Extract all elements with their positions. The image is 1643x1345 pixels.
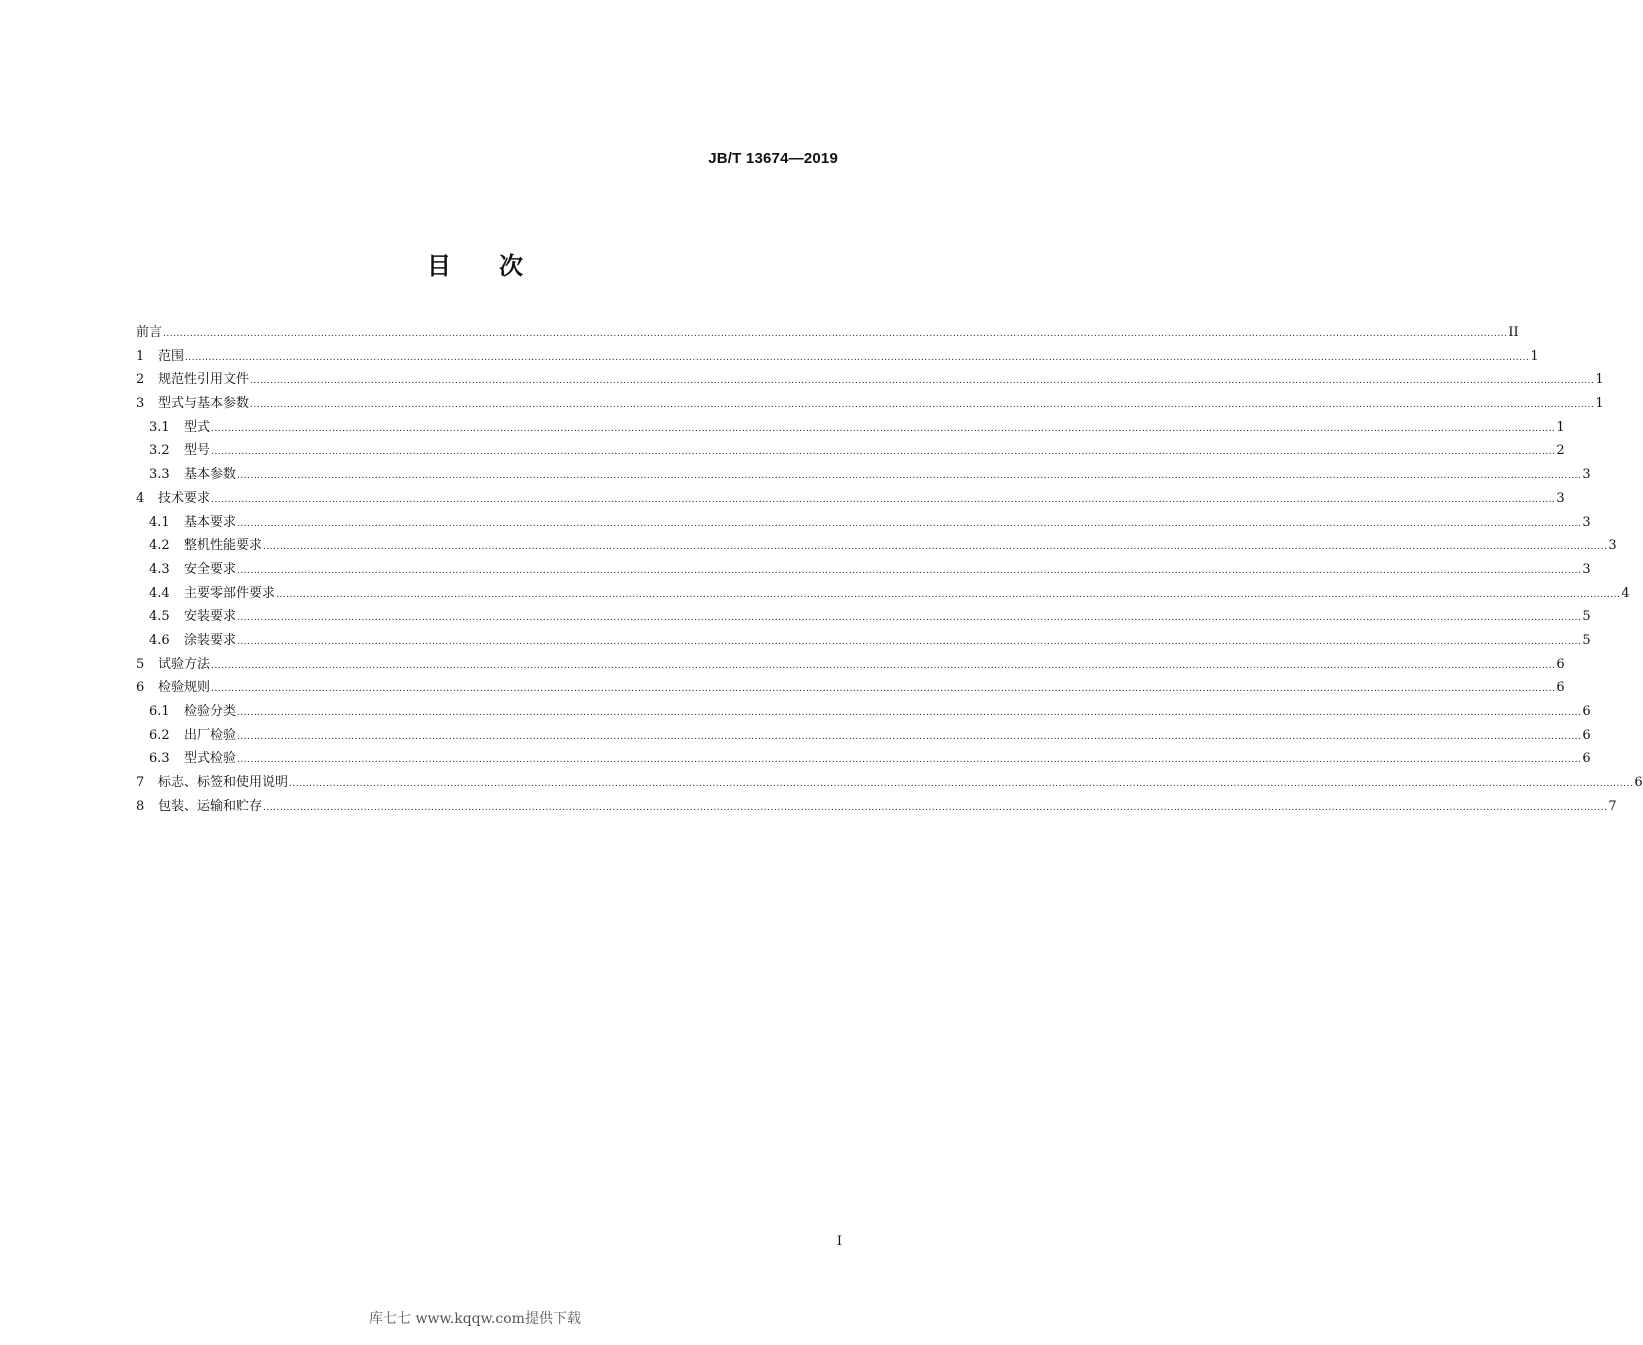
toc-entry[interactable]: [136, 771, 1643, 795]
toc-entry-label: 安全要求: [184, 561, 237, 577]
toc-dot-leader: ................................................................................................................................................................................................................................................................................................................................................................................................................: [263, 542, 1608, 553]
toc-entry-page: 3: [1582, 467, 1591, 483]
toc-entry-number: 4.4: [149, 585, 170, 601]
toc-dot-leader: ................................................................................................................................................................................................................................................................................................................................................................................................................: [237, 731, 1582, 742]
toc-entry-label: 整机性能要求: [184, 538, 263, 554]
toc-dot-leader: ................................................................................................................................................................................................................................................................................................................................................................................................................: [237, 636, 1582, 647]
toc-entry-page: 7: [1608, 798, 1617, 814]
toc-entry-number: 2: [136, 372, 145, 388]
toc-entry-label: 前言: [136, 325, 163, 340]
toc-entry-page: 3: [1556, 490, 1565, 506]
toc-entry-label: 安装要求: [184, 609, 237, 625]
toc-entry-number: 4.2: [149, 538, 170, 554]
toc-entry-number: 6.1: [149, 704, 170, 719]
toc-dot-leader: ................................................................................................................................................................................................................................................................................................................................................................................................................: [289, 779, 1634, 790]
toc-entry-page: 1: [1595, 372, 1604, 388]
toc-dot-leader: ................................................................................................................................................................................................................................................................................................................................................................................................................: [237, 755, 1582, 766]
toc-entry-number: 1: [136, 348, 145, 364]
toc-entry-number: 4: [136, 490, 145, 506]
toc-dot-leader: ................................................................................................................................................................................................................................................................................................................................................................................................................: [237, 708, 1582, 718]
toc-entry-number: 3: [136, 396, 145, 412]
toc-dot-leader: ................................................................................................................................................................................................................................................................................................................................................................................................................: [250, 400, 1595, 411]
toc-dot-leader: ................................................................................................................................................................................................................................................................................................................................................................................................................: [163, 329, 1508, 339]
toc-entry[interactable]: [136, 558, 1591, 582]
toc-dot-leader: ................................................................................................................................................................................................................................................................................................................................................................................................................: [211, 660, 1556, 671]
toc-entry-page: 6: [1582, 727, 1591, 743]
toc-entry[interactable]: [136, 582, 1630, 606]
toc-entry-label: 型式检验: [184, 751, 237, 767]
toc-entry-label: 规范性引用文件: [158, 372, 250, 388]
toc-entry-label: 标志、标签和使用说明: [158, 775, 289, 791]
toc-entry[interactable]: [136, 605, 1591, 629]
toc-entry-number: 6.3: [149, 751, 170, 767]
toc-entry-page: 3: [1582, 514, 1591, 530]
toc-entry-page: 4: [1621, 585, 1630, 601]
toc-entry[interactable]: [136, 511, 1591, 535]
toc-entry[interactable]: [136, 795, 1617, 819]
standard-code: JB/T 13674—2019: [708, 150, 838, 167]
toc-entry[interactable]: [136, 724, 1591, 748]
toc-entry[interactable]: [136, 463, 1591, 487]
toc-entry-label: 包装、运输和贮存: [158, 798, 263, 814]
toc-dot-leader: ................................................................................................................................................................................................................................................................................................................................................................................................................: [250, 376, 1595, 387]
toc-entry-page: 1: [1556, 419, 1565, 435]
toc-dot-leader: ................................................................................................................................................................................................................................................................................................................................................................................................................: [185, 352, 1530, 363]
toc-entry-number: 5: [136, 656, 145, 672]
toc-entry-number: 4.3: [149, 561, 170, 577]
toc-entry[interactable]: [136, 700, 1591, 724]
toc-entry[interactable]: [136, 345, 1539, 369]
toc-entry-page: 1: [1595, 396, 1604, 412]
toc-entry-page: 6: [1556, 656, 1565, 672]
toc-entry-number: 6: [136, 680, 145, 696]
toc-dot-leader: ................................................................................................................................................................................................................................................................................................................................................................................................................: [237, 518, 1582, 529]
toc-entry[interactable]: [136, 392, 1604, 416]
toc-entry-label: 涂装要求: [184, 632, 237, 648]
toc-entry[interactable]: [136, 747, 1591, 771]
toc-entry-label: 检验规则: [158, 680, 211, 696]
table-of-contents: [136, 321, 1643, 818]
toc-dot-leader: ................................................................................................................................................................................................................................................................................................................................................................................................................: [237, 471, 1582, 482]
toc-entry-label: 检验分类: [184, 704, 237, 719]
toc-entry[interactable]: [136, 439, 1565, 463]
toc-entry-page: 2: [1556, 443, 1565, 459]
toc-dot-leader: ................................................................................................................................................................................................................................................................................................................................................................................................................: [211, 684, 1556, 695]
toc-entry-label: 出厂检验: [184, 727, 237, 743]
toc-dot-leader: ................................................................................................................................................................................................................................................................................................................................................................................................................: [211, 494, 1556, 505]
toc-entry-number: 4.1: [149, 514, 170, 530]
toc-entry[interactable]: [136, 368, 1604, 392]
toc-entry[interactable]: [136, 653, 1565, 677]
toc-entry-label: 型式: [184, 419, 211, 435]
toc-entry-label: 试验方法: [158, 656, 211, 672]
toc-dot-leader: ................................................................................................................................................................................................................................................................................................................................................................................................................: [237, 565, 1582, 576]
toc-dot-leader: ................................................................................................................................................................................................................................................................................................................................................................................................................: [263, 802, 1608, 813]
toc-entry[interactable]: [136, 534, 1617, 558]
toc-entry-number: 4.5: [149, 609, 170, 625]
toc-title-left: 目: [427, 252, 451, 280]
toc-entry-page: 5: [1582, 609, 1591, 625]
toc-entry-page: 3: [1582, 561, 1591, 577]
toc-entry-number: 4.6: [149, 632, 170, 648]
toc-entry-number: 7: [136, 775, 145, 791]
toc-entry-label: 型式与基本参数: [158, 396, 250, 412]
toc-entry-page: 6: [1582, 751, 1591, 767]
toc-title: [0, 246, 950, 281]
toc-entry-label: 型号: [184, 443, 211, 459]
toc-dot-leader: ................................................................................................................................................................................................................................................................................................................................................................................................................: [211, 423, 1556, 434]
toc-entry-page: 3: [1608, 538, 1617, 554]
toc-entry[interactable]: [136, 676, 1565, 700]
toc-entry-page: 1: [1530, 348, 1539, 364]
toc-entry-page: 6: [1582, 704, 1591, 719]
toc-entry-label: 技术要求: [158, 490, 211, 506]
toc-entry-label: 范围: [158, 348, 185, 364]
toc-entry[interactable]: [136, 629, 1591, 653]
toc-entry-number: 8: [136, 798, 145, 814]
toc-entry-page: 5: [1582, 632, 1591, 648]
toc-entry-page: 6: [1556, 680, 1565, 696]
watermark: 库七七 www.kqqw.com提供下载: [369, 1311, 581, 1327]
toc-entry-page: II: [1508, 325, 1519, 340]
toc-dot-leader: ................................................................................................................................................................................................................................................................................................................................................................................................................: [276, 589, 1621, 600]
toc-entry-number: 3.3: [149, 467, 170, 483]
toc-entry-number: 3.2: [149, 443, 170, 459]
toc-title-right: 次: [499, 252, 523, 280]
toc-entry-label: 基本要求: [184, 514, 237, 530]
toc-dot-leader: ................................................................................................................................................................................................................................................................................................................................................................................................................: [237, 613, 1582, 624]
page-number: I: [836, 1234, 842, 1249]
toc-entry[interactable]: [136, 321, 1519, 345]
toc-entry-number: 6.2: [149, 727, 170, 743]
toc-entry-label: 主要零部件要求: [184, 585, 276, 601]
toc-entry[interactable]: [136, 487, 1565, 511]
toc-entry-label: 基本参数: [184, 467, 237, 483]
toc-entry[interactable]: [136, 416, 1565, 440]
toc-dot-leader: ................................................................................................................................................................................................................................................................................................................................................................................................................: [211, 447, 1556, 458]
toc-entry-page: 6: [1634, 775, 1643, 791]
toc-entry-number: 3.1: [149, 419, 170, 435]
